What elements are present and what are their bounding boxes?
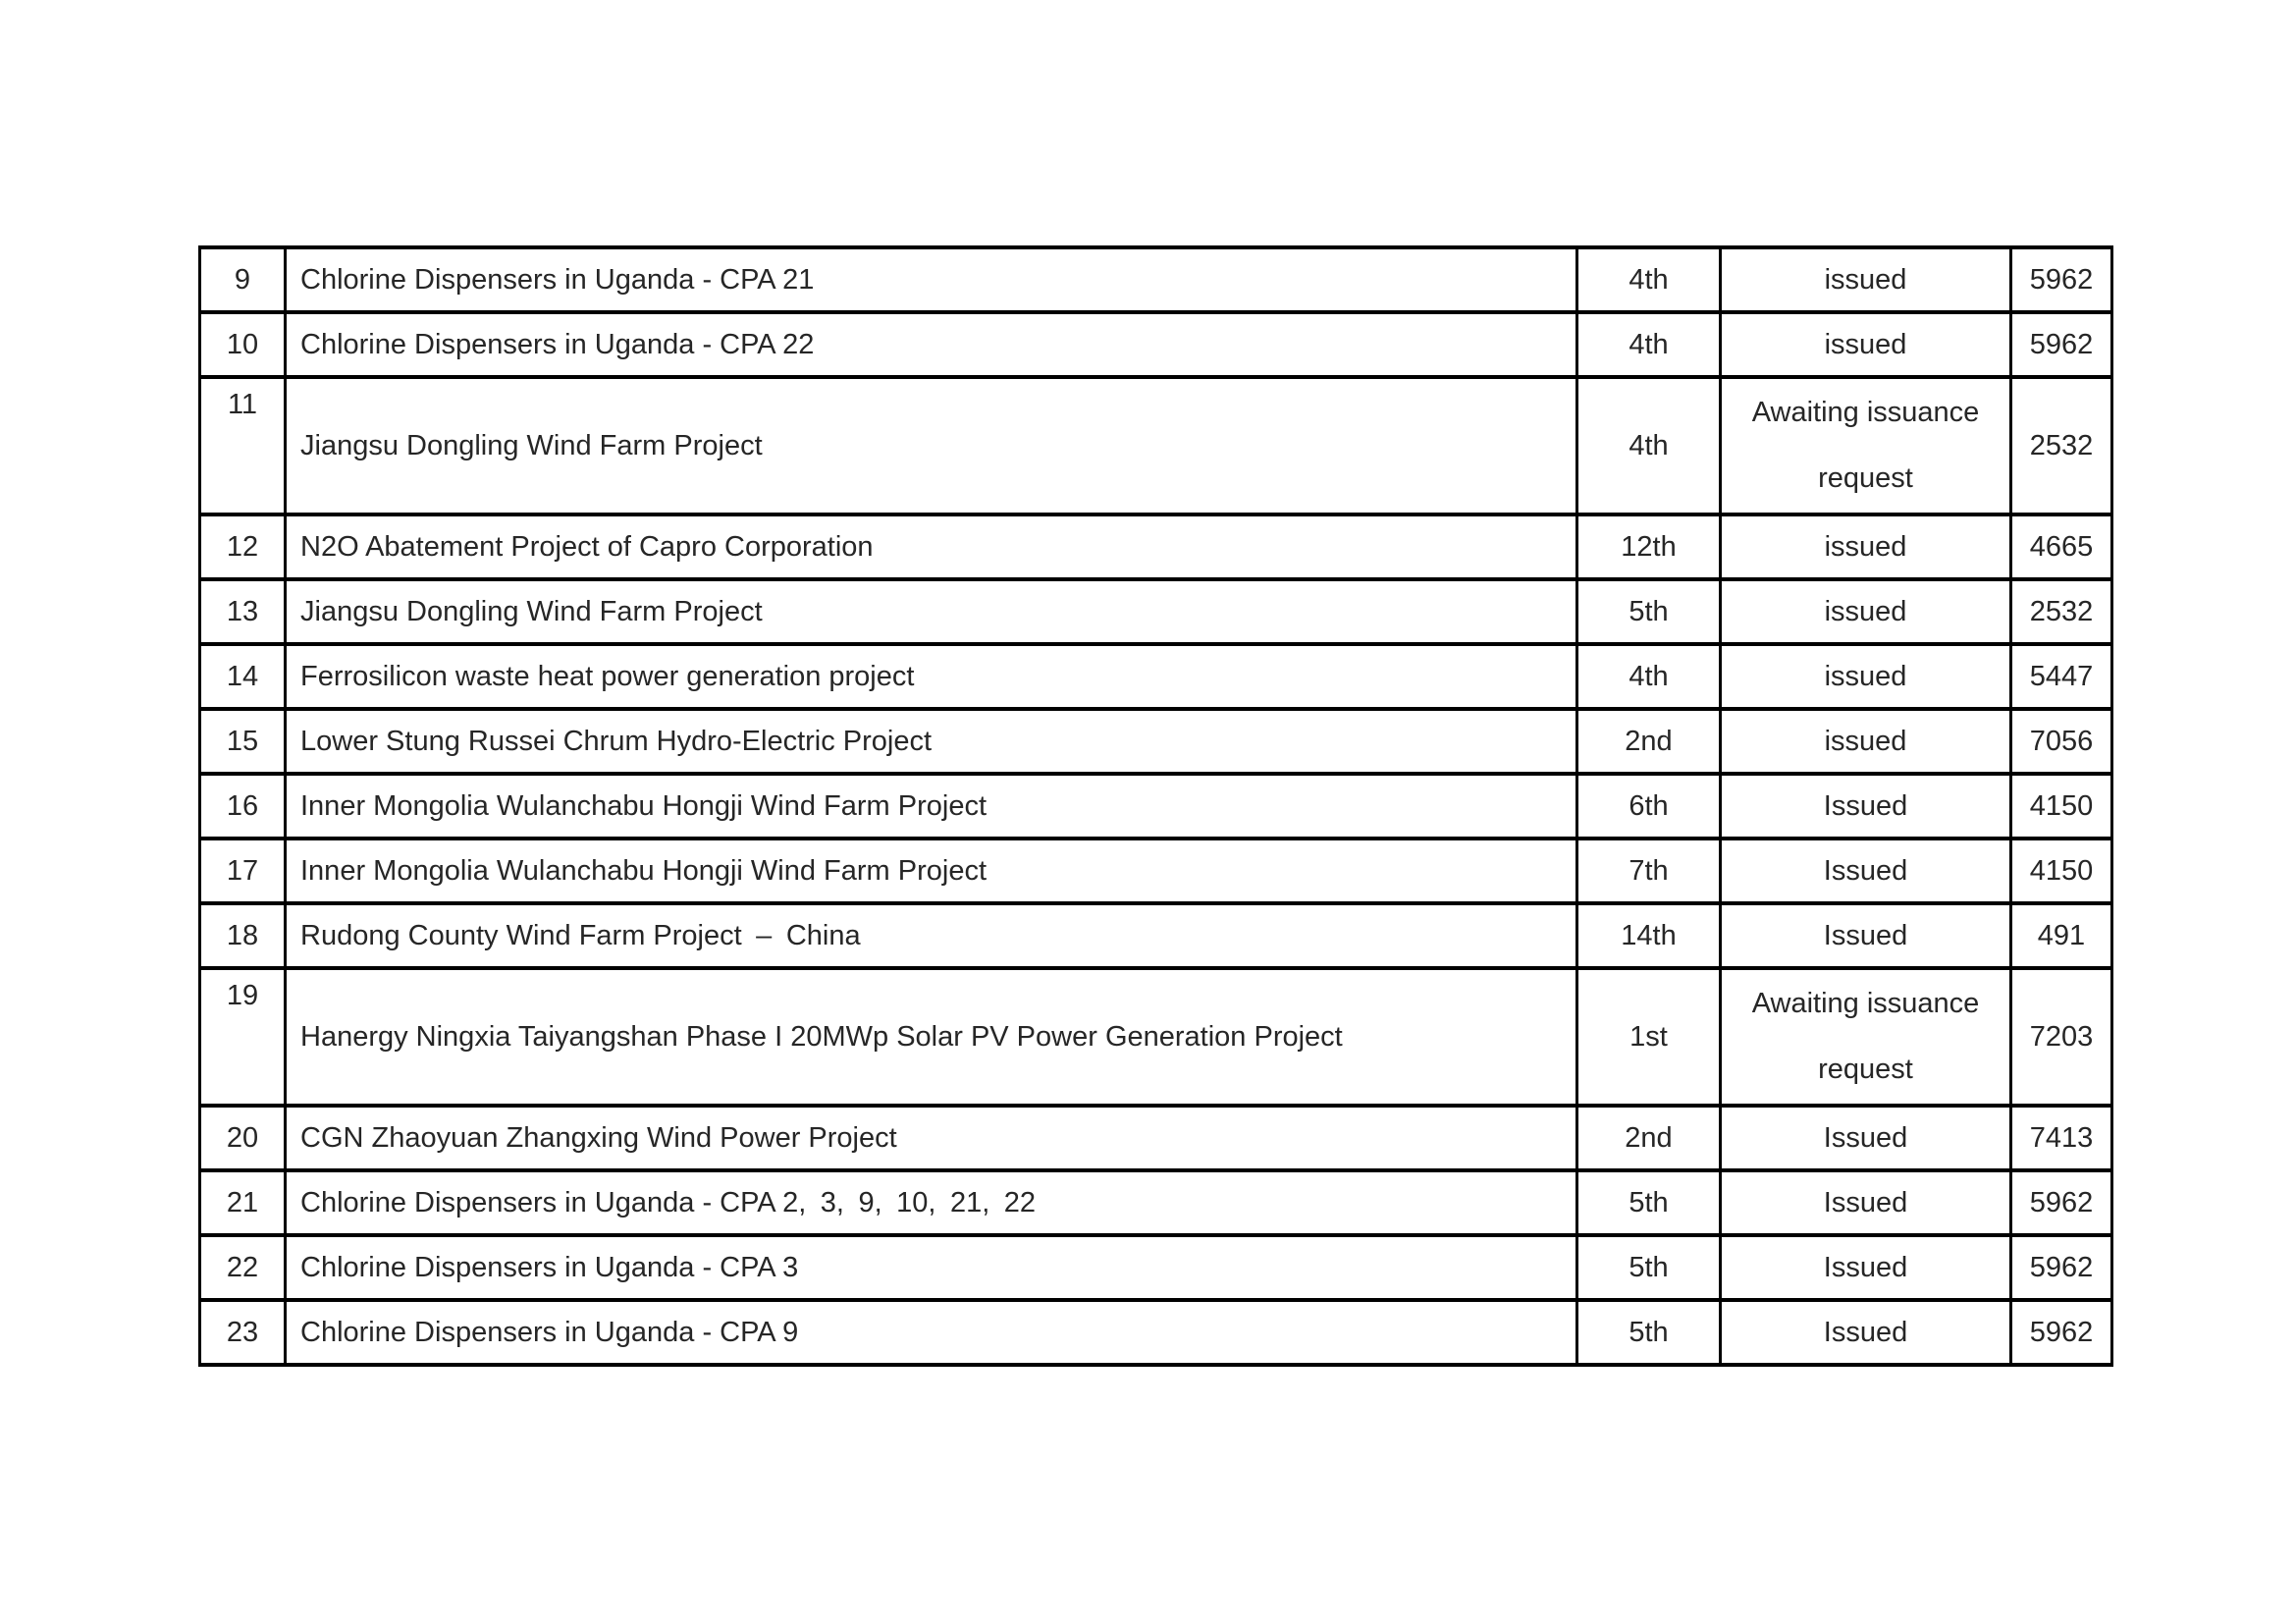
row-number-cell: 14 [200,644,286,709]
row-number-cell: 9 [200,247,286,312]
status-cell: Issued [1721,1300,2011,1365]
row-number-cell: 16 [200,774,286,839]
value-cell: 7203 [2011,968,2112,1106]
project-name-cell: N2O Abatement Project of Capro Corporation [286,514,1577,579]
issuance-period-cell: 4th [1577,644,1721,709]
status-cell: issued [1721,312,2011,377]
status-cell: issued [1721,579,2011,644]
status-cell: Issued [1721,903,2011,968]
issuance-period-cell: 12th [1577,514,1721,579]
issuance-period-cell: 6th [1577,774,1721,839]
table-row [200,644,2112,709]
status-cell: Issued [1721,774,2011,839]
project-name-cell: Jiangsu Dongling Wind Farm Project [286,377,1577,514]
issuance-table [198,245,2113,1367]
project-name-cell: CGN Zhaoyuan Zhangxing Wind Power Project [286,1106,1577,1170]
table-row [200,579,2112,644]
issuance-period-cell: 4th [1577,312,1721,377]
project-name-cell: Chlorine Dispensers in Uganda - CPA 2, 3, 9, 10, 21, 22 [286,1170,1577,1235]
issuance-period-cell: 5th [1577,1170,1721,1235]
value-cell: 7056 [2011,709,2112,774]
status-cell: Issued [1721,1235,2011,1300]
project-name-cell: Inner Mongolia Wulanchabu Hongji Wind Farm Project [286,774,1577,839]
issuance-period-cell: 5th [1577,1300,1721,1365]
table-row [200,377,2112,514]
issuance-table-body [200,247,2112,1365]
issuance-period-cell: 4th [1577,247,1721,312]
table-row [200,1106,2112,1170]
value-cell: 4150 [2011,839,2112,903]
value-cell: 5447 [2011,644,2112,709]
status-cell: issued [1721,514,2011,579]
row-number-cell: 12 [200,514,286,579]
value-cell: 4665 [2011,514,2112,579]
status-cell: Awaiting issuance request [1721,968,2011,1106]
status-cell: issued [1721,247,2011,312]
issuance-period-cell: 4th [1577,377,1721,514]
row-number-cell: 20 [200,1106,286,1170]
project-name-cell: Chlorine Dispensers in Uganda - CPA 3 [286,1235,1577,1300]
table-row [200,839,2112,903]
row-number-cell: 21 [200,1170,286,1235]
status-cell: issued [1721,709,2011,774]
project-name-cell: Chlorine Dispensers in Uganda - CPA 21 [286,247,1577,312]
table-row [200,1170,2112,1235]
project-name-cell: Chlorine Dispensers in Uganda - CPA 9 [286,1300,1577,1365]
project-name-cell: Jiangsu Dongling Wind Farm Project [286,579,1577,644]
value-cell: 5962 [2011,1300,2112,1365]
value-cell: 5962 [2011,1235,2112,1300]
table-row [200,1235,2112,1300]
row-number-cell: 23 [200,1300,286,1365]
value-cell: 5962 [2011,312,2112,377]
table-row [200,1300,2112,1365]
row-number-cell: 13 [200,579,286,644]
project-name-cell: Ferrosilicon waste heat power generation project [286,644,1577,709]
value-cell: 5962 [2011,1170,2112,1235]
table-row [200,968,2112,1106]
issuance-period-cell: 2nd [1577,709,1721,774]
issuance-period-cell: 5th [1577,1235,1721,1300]
table-row [200,312,2112,377]
value-cell: 2532 [2011,579,2112,644]
value-cell: 4150 [2011,774,2112,839]
project-name-cell: Inner Mongolia Wulanchabu Hongji Wind Farm Project [286,839,1577,903]
row-number-cell: 18 [200,903,286,968]
value-cell: 491 [2011,903,2112,968]
value-cell: 5962 [2011,247,2112,312]
issuance-period-cell: 2nd [1577,1106,1721,1170]
status-cell: Issued [1721,1106,2011,1170]
issuance-period-cell: 14th [1577,903,1721,968]
status-cell: Issued [1721,839,2011,903]
status-cell: Issued [1721,1170,2011,1235]
issuance-period-cell: 5th [1577,579,1721,644]
row-number-cell: 19 [200,968,286,1106]
value-cell: 2532 [2011,377,2112,514]
status-cell: issued [1721,644,2011,709]
project-name-cell: Lower Stung Russei Chrum Hydro-Electric Project [286,709,1577,774]
status-cell: Awaiting issuance request [1721,377,2011,514]
project-name-cell: Rudong County Wind Farm Project – China [286,903,1577,968]
table-row [200,774,2112,839]
row-number-cell: 10 [200,312,286,377]
row-number-cell: 11 [200,377,286,514]
row-number-cell: 17 [200,839,286,903]
project-name-cell: Hanergy Ningxia Taiyangshan Phase I 20MWp Solar PV Power Generation Project [286,968,1577,1106]
issuance-period-cell: 1st [1577,968,1721,1106]
issuance-period-cell: 7th [1577,839,1721,903]
project-name-cell: Chlorine Dispensers in Uganda - CPA 22 [286,312,1577,377]
row-number-cell: 22 [200,1235,286,1300]
table-row [200,247,2112,312]
table-row [200,514,2112,579]
row-number-cell: 15 [200,709,286,774]
table-row [200,709,2112,774]
value-cell: 7413 [2011,1106,2112,1170]
table-row [200,903,2112,968]
